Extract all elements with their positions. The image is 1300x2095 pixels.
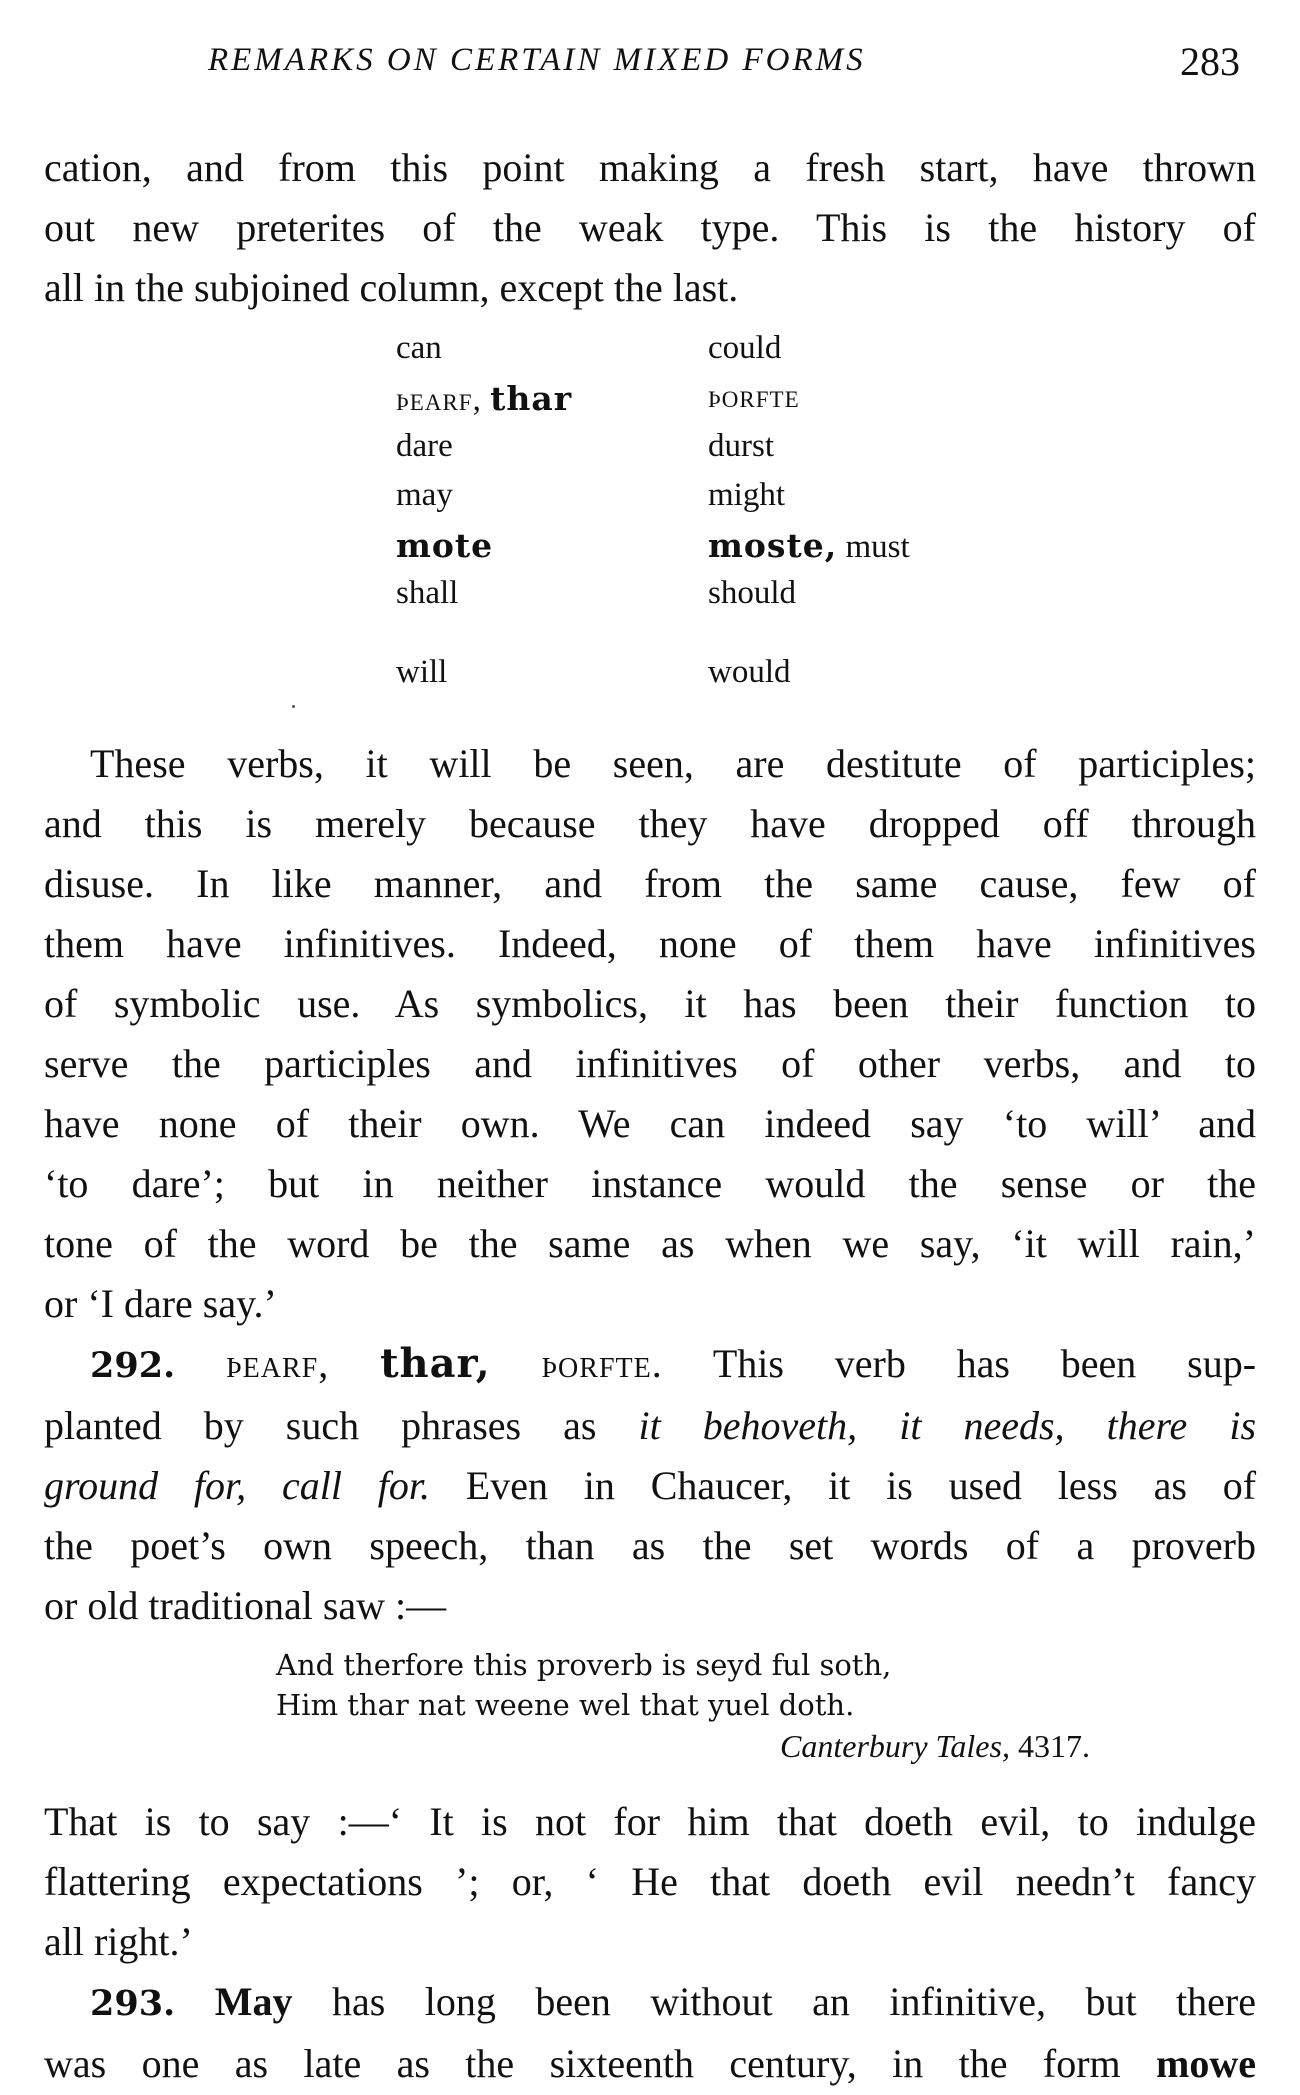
verb-table <box>396 330 956 704</box>
present-form-b: thar <box>490 379 573 418</box>
verb-row <box>396 330 956 379</box>
preterite-form: could <box>708 330 782 366</box>
text-line <box>44 1396 1256 1456</box>
text-line: ‘to dare’; but in neither instance would the sense or the <box>44 1161 1256 1206</box>
page-header <box>0 38 1300 98</box>
italic-phrase: it behoveth, <box>638 1403 858 1448</box>
text-line <box>44 1456 1256 1516</box>
verb-row <box>396 428 956 477</box>
text-line: These verbs, it will be seen, are destitute of participles; <box>90 741 1256 786</box>
print-speck <box>292 705 295 708</box>
text-line: disuse. In like manner, and from the same cause, few of <box>44 861 1256 906</box>
italic-phrase: it needs, <box>899 1403 1065 1448</box>
text-line: tone of the word be the same as when we say, ‘it will rain,’ <box>44 1221 1256 1266</box>
running-head: REMARKS ON CERTAIN MIXED FORMS <box>208 42 866 78</box>
text-segment: planted by such phrases as <box>44 1403 597 1448</box>
section-heading: þorfte. <box>541 1341 663 1386</box>
present-form: can <box>396 330 442 366</box>
present-form: shall <box>396 575 459 611</box>
preterite-form-a: moste, <box>708 526 838 565</box>
page-number: 283 <box>1180 39 1240 84</box>
intro-paragraph <box>44 138 1256 318</box>
section-heading: thar, <box>380 1340 491 1387</box>
text-line: all right.’ <box>44 1919 193 1964</box>
text-line: flattering expectations ’; or, ‘ He that doeth evil needn’t fancy <box>44 1859 1256 1904</box>
section-term: mowe <box>1156 2041 1257 2086</box>
text-line: the poet’s own speech, than as the set words of a proverb <box>44 1523 1256 1568</box>
verb-row <box>396 526 956 575</box>
preterite-form: þorfte <box>708 379 800 415</box>
text-line: of symbolic use. As symbolics, it has been their function to <box>44 981 1256 1026</box>
present-form-a: þearf, <box>396 382 482 418</box>
verb-row <box>396 379 956 428</box>
section-293 <box>44 1972 1256 2094</box>
section-number: 293. <box>90 1983 176 2024</box>
present-form: mote <box>396 526 494 565</box>
text-segment: was one as late as the sixteenth century, in the form <box>44 2041 1121 2086</box>
text-line: or ‘I dare say.’ <box>44 1281 277 1326</box>
italic-phrase: there is <box>1106 1403 1257 1448</box>
text-segment: This verb has been sup- <box>712 1341 1257 1386</box>
section-heading: þearf, <box>226 1341 330 1386</box>
explanation-paragraph <box>44 1792 1256 1972</box>
verb-row <box>396 624 956 704</box>
text-line: and this is merely because they have dropped off through <box>44 801 1256 846</box>
citation-number: 4317. <box>1017 1728 1090 1764</box>
quote-line: Him thar nat weene wel that yuel doth. <box>276 1688 855 1722</box>
present-form: will <box>396 654 448 690</box>
text-line <box>44 2034 1256 2094</box>
citation <box>780 1728 1090 1765</box>
text-segment: has long been without an infinitive, but there <box>331 1979 1256 2024</box>
proverb-quotation <box>276 1645 1176 1725</box>
citation-title: Canterbury Tales, <box>780 1728 1010 1764</box>
text-line: have none of their own. We can indeed say ‘to will’ and <box>44 1101 1256 1146</box>
text-line <box>44 1972 1256 2034</box>
preterite-form: might <box>708 477 786 513</box>
quote-line: And therfore this proverb is seyd ful soth, <box>276 1648 892 1682</box>
text-line: out new preterites of the weak type. This is the history of <box>44 205 1256 250</box>
preterite-form: durst <box>708 428 774 464</box>
text-line: them have infinitives. Indeed, none of them have infinitives <box>44 921 1256 966</box>
preterite-form: should <box>708 575 797 611</box>
text-line: That is to say :—‘ It is not for him that doeth evil, to indulge <box>44 1799 1256 1844</box>
text-line: all in the subjoined column, except the last. <box>44 265 739 310</box>
section-292 <box>44 1334 1256 1636</box>
section-number: 292. <box>90 1345 176 1386</box>
participles-paragraph <box>44 734 1256 1334</box>
section-term: May <box>214 1979 293 2024</box>
preterite-form-b: must <box>845 529 910 565</box>
present-form: dare <box>396 428 453 464</box>
present-form <box>396 379 572 419</box>
italic-phrase: call for. <box>281 1463 430 1508</box>
preterite-form: would <box>708 654 791 690</box>
text-line: serve the participles and infinitives of other verbs, and to <box>44 1041 1256 1086</box>
text-line: or old traditional saw :— <box>44 1583 447 1628</box>
text-line: cation, and from this point making a fresh start, have thrown <box>44 145 1256 190</box>
text-segment: Even in Chaucer, it is used less as of <box>465 1463 1257 1508</box>
verb-row <box>396 575 956 624</box>
text-line <box>44 1334 1256 1396</box>
preterite-form <box>708 526 910 566</box>
present-form: may <box>396 477 453 513</box>
italic-phrase: ground for, <box>44 1463 247 1508</box>
verb-row <box>396 477 956 526</box>
